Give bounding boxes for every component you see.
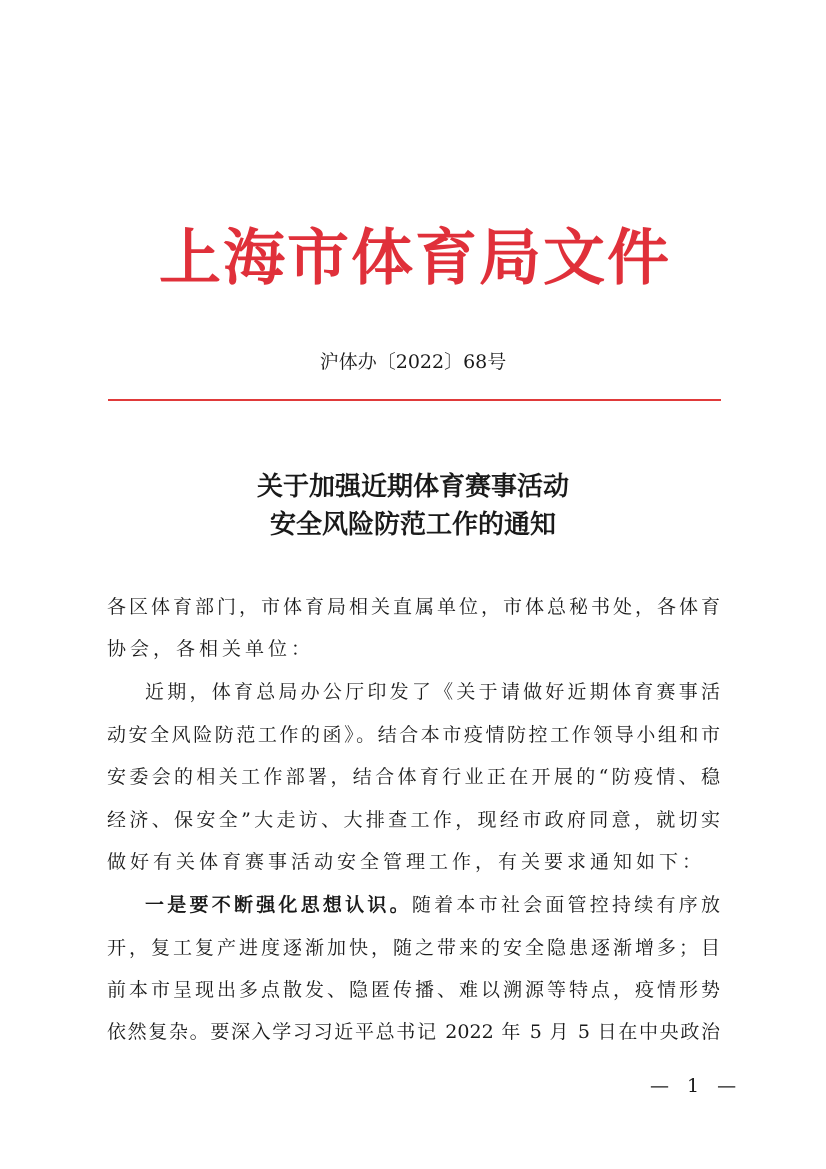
body-line: 前本市呈现出多点散发、隐匿传播、难以溯源等特点，疫情形势 xyxy=(107,979,720,1001)
body-text: 随着本市社会面管控持续有序放 xyxy=(411,894,720,916)
bold-lead-text: 一是要不断强化思想认识。 xyxy=(145,894,412,916)
body-line: 动安全风险防范工作的函》。结合本市疫情防控工作领导小组和市 xyxy=(107,724,720,746)
red-divider xyxy=(108,399,721,401)
body-line: 开，复工复产进度逐渐加快，随之带来的安全隐患逐渐增多；目 xyxy=(107,937,720,959)
body-line xyxy=(145,890,720,920)
body-line: 经济、保安全”大走访、大排查工作，现经市政府同意，就切实 xyxy=(107,809,720,831)
page-number: — 1 — xyxy=(650,1075,743,1097)
document-title-line-1: 关于加强近期体育赛事活动 xyxy=(256,472,569,502)
body-line: 做好有关体育赛事活动安全管理工作，有关要求通知如下： xyxy=(107,851,706,873)
document-title-line-2: 安全风险防范工作的通知 xyxy=(269,510,556,540)
body-line: 各区体育部门，市体育局相关直属单位，市体总秘书处，各体育 xyxy=(107,596,720,618)
body-line: 近期，体育总局办公厅印发了《关于请做好近期体育赛事活 xyxy=(145,681,720,703)
body-line: 安委会的相关工作部署，结合体育行业正在开展的“防疫情、稳 xyxy=(107,766,720,788)
body-line: 协会，各相关单位： xyxy=(107,638,315,660)
body-line: 依然复杂。要深入学习习近平总书记 2022 年 5 月 5 日在中央政治 xyxy=(107,1021,720,1043)
issuer-header-title: 上海市体育局文件 xyxy=(158,221,671,294)
document-number: 沪体办〔2022〕68号 xyxy=(319,351,507,373)
